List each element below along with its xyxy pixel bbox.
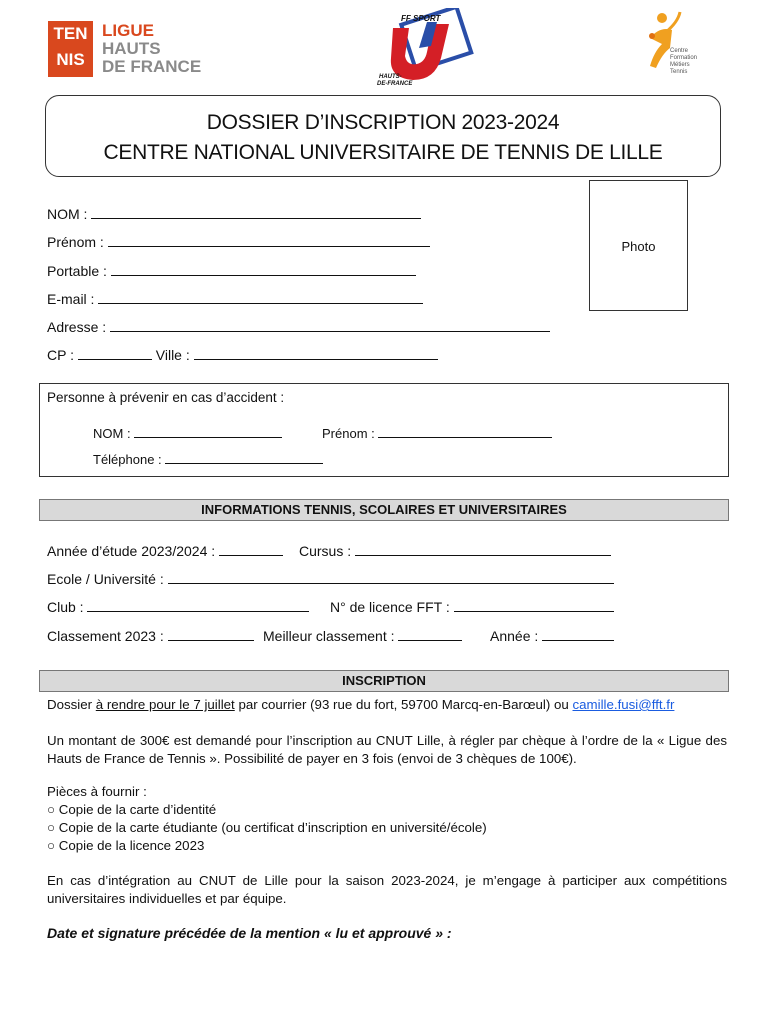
accident-telephone-field[interactable] xyxy=(93,451,323,467)
meilleur-classement-label: Meilleur classement : xyxy=(263,628,395,644)
tennis-logo-line2: NIS xyxy=(56,50,85,69)
title-line2: CENTRE NATIONAL UNIVERSITAIRE DE TENNIS DE LILLE xyxy=(103,141,663,164)
accident-prenom-label: Prénom : xyxy=(322,426,375,441)
accident-telephone-label: Téléphone : xyxy=(93,452,162,467)
centre-logo-line3: Métiers xyxy=(670,62,690,68)
title-line1: DOSSIER D’INSCRIPTION 2023-2024 xyxy=(206,111,560,134)
accident-label: Personne à prévenir en cas d’accident : xyxy=(47,390,285,405)
ecole-field[interactable] xyxy=(47,570,614,588)
tennis-section-header: INFORMATIONS TENNIS, SCOLAIRES ET UNIVERSITAIRES xyxy=(39,499,729,521)
classement-field[interactable] xyxy=(47,627,254,645)
nom-label: NOM : xyxy=(47,206,88,222)
cursus-line[interactable] xyxy=(355,543,611,556)
accident-nom-label: NOM : xyxy=(93,426,131,441)
prenom-field[interactable] xyxy=(47,233,430,251)
cp-line[interactable] xyxy=(78,347,152,360)
ffsport-logo xyxy=(375,8,475,88)
dossier-text-a: Dossier xyxy=(47,697,96,712)
title-box xyxy=(45,95,721,177)
email-label: E-mail : xyxy=(47,291,95,307)
ffsport-top-text: FF SPORT xyxy=(401,14,441,23)
centre-logo-line1: Centre xyxy=(670,48,689,54)
annee-etude-label: Année d’étude 2023/2024 : xyxy=(47,543,216,559)
montant-paragraph: Un montant de 300€ est demandé pour l’inscription au CNUT Lille, à régler par chèque à l’ordre de la « Ligue des Hauts de France de Tennis ». Possibilité de payer en 3 fois (envoi de 3 chèques de 100€). xyxy=(47,733,727,766)
centre-logo-line4: Tennis xyxy=(670,69,688,75)
club-label: Club : xyxy=(47,599,84,615)
annee-etude-field[interactable] xyxy=(47,542,283,560)
ville-label: Ville : xyxy=(155,347,190,363)
annee-classement-label: Année : xyxy=(490,628,539,644)
pieces-item-1: ○ Copie de la carte d’identité xyxy=(47,802,217,817)
licence-field[interactable] xyxy=(330,598,614,616)
dossier-paragraph xyxy=(47,696,727,714)
tennis-logo-box xyxy=(48,21,93,77)
pieces-title: Pièces à fournir : xyxy=(47,784,147,799)
ville-line[interactable] xyxy=(194,347,438,360)
tennis-logo-text3: DE FRANCE xyxy=(102,57,202,76)
adresse-field[interactable] xyxy=(47,318,550,336)
tennis-logo-text xyxy=(102,22,201,76)
accident-contact-box xyxy=(39,383,729,477)
pieces-item-2: ○ Copie de la carte étudiante (ou certificat d’inscription en université/école) xyxy=(47,820,487,835)
annee-classement-field[interactable] xyxy=(490,627,614,645)
prenom-label: Prénom : xyxy=(47,234,104,250)
ligue-tennis-logo xyxy=(48,21,230,77)
cp-label: CP : xyxy=(47,347,74,363)
ffsport-bottom-text2: DE-FRANCE xyxy=(377,81,413,87)
dossier-text-b: par courrier (93 rue du fort, 59700 Marcq-en-Barœul) ou xyxy=(234,697,573,712)
cursus-field[interactable] xyxy=(299,542,611,560)
photo-label: Photo xyxy=(621,239,656,254)
signature-mention: Date et signature précédée de la mention « lu et approuvé » : xyxy=(47,925,452,941)
annee-classement-line[interactable] xyxy=(542,628,614,641)
photo-box xyxy=(589,180,688,311)
portable-label: Portable : xyxy=(47,263,107,279)
centre-formation-logo xyxy=(640,8,720,78)
email-line[interactable] xyxy=(98,291,423,304)
adresse-line[interactable] xyxy=(110,319,550,332)
engagement-paragraph: En cas d’intégration au CNUT de Lille pour la saison 2023-2024, je m’engage à participer aux compétitions universitaires individuelles et par équipe. xyxy=(47,873,727,906)
meilleur-classement-line[interactable] xyxy=(398,628,462,641)
ecole-line[interactable] xyxy=(168,571,614,584)
accident-prenom-line[interactable] xyxy=(378,425,552,438)
club-field[interactable] xyxy=(47,598,309,616)
annee-etude-line[interactable] xyxy=(219,543,283,556)
accident-telephone-line[interactable] xyxy=(165,451,323,464)
classement-label: Classement 2023 : xyxy=(47,628,164,644)
meilleur-classement-field[interactable] xyxy=(263,627,462,645)
inscription-section-header: INSCRIPTION xyxy=(39,670,729,692)
portable-field[interactable] xyxy=(47,262,416,280)
tennis-logo-text1: LIGUE xyxy=(102,21,154,40)
contact-email-link[interactable]: camille.fusi@fft.fr xyxy=(572,697,675,712)
email-field[interactable] xyxy=(47,290,423,308)
dossier-deadline: à rendre pour le 7 juillet xyxy=(95,697,235,712)
ffsport-bottom-text1: HAUTS- xyxy=(379,74,402,80)
adresse-label: Adresse : xyxy=(47,319,107,335)
cursus-label: Cursus : xyxy=(299,543,352,559)
accident-nom-line[interactable] xyxy=(134,425,282,438)
tennis-logo-line1: TEN xyxy=(53,24,88,43)
pieces-item-3: ○ Copie de la licence 2023 xyxy=(47,838,205,853)
licence-line[interactable] xyxy=(454,599,614,612)
club-line[interactable] xyxy=(87,599,309,612)
nom-line[interactable] xyxy=(91,206,421,219)
ecole-label: Ecole / Université : xyxy=(47,571,164,587)
licence-label: N° de licence FFT : xyxy=(330,599,450,615)
prenom-line[interactable] xyxy=(108,234,430,247)
centre-logo-line2: Formation xyxy=(670,55,698,61)
classement-line[interactable] xyxy=(168,628,254,641)
tennis-logo-text2: HAUTS xyxy=(102,39,161,58)
accident-nom-field[interactable] xyxy=(93,425,282,441)
portable-line[interactable] xyxy=(111,263,416,276)
cp-ville-field[interactable] xyxy=(47,346,438,364)
accident-prenom-field[interactable] xyxy=(322,425,552,441)
nom-field[interactable] xyxy=(47,205,421,223)
